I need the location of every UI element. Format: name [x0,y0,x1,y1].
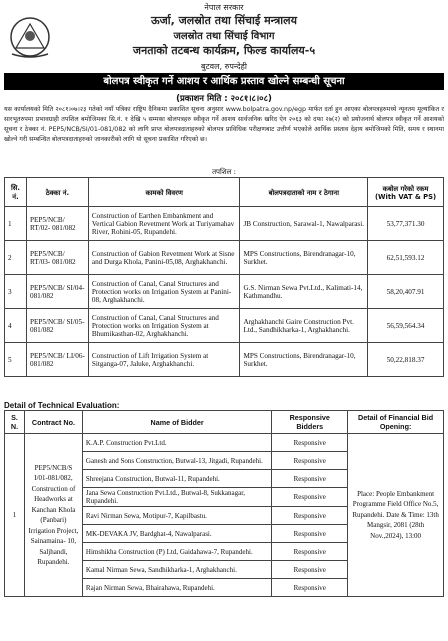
cell-bidder-name: Ganesh and Sons Construction, Butwal-13, Jitgadi, Rupandehi. [82,452,271,470]
cell-responsive: Responsive [272,434,348,452]
table-row [5,434,444,452]
col-amount: कबोल गरेको रकम (With VAT & PS) [368,178,444,207]
cell-sn: 5 [5,343,27,377]
cell-contract: PEP5/NCB/ LI/06- 081/082 [26,343,88,377]
col-financial-opening: Detail of Financial Bid Opening: [348,411,444,434]
ministry-name: ऊर्जा, जलस्रोत तथा सिंचाई मन्त्रालय [150,14,297,27]
table-row [5,207,444,241]
department-name: जलस्रोत तथा सिंचाई विभाग [173,31,275,42]
table-row [5,275,444,309]
cell-amount: 58,20,407.91 [368,275,444,309]
technical-evaluation-title: Detail of Technical Evaluation: [4,401,120,410]
cell-bidder: G.S. Nirman Sewa Pvt.Ltd., Kalimati-14, Kathmandhu. [240,275,368,309]
cell-responsive: Responsive [272,561,348,579]
table-row [5,343,444,377]
publication-date: (प्रकाशन मिति : २०८१।८।०८) [176,94,272,104]
cell-bidder: JB Construction, Sarawal-1, Nawalparasi. [240,207,368,241]
cell-description: Construction of Gabion Revetment Work at Sisne and Durga Khola, Panini-05,08, Arghakhanchi. [88,241,240,275]
cell-bidder: MPS Constructions, Birendranagar-10, Surkhet. [240,241,368,275]
table-row [5,309,444,343]
cell-description: Construction of Canal, Canal Structures and Protection works on Irrigation System at Bhumikasthan-02, Arghakhanchi. [88,309,240,343]
cell-description: Construction of Earthen Embankment and Vertical Gabion Revetment Work at Turiyamahav River, Rohini-05, Rupandehi. [88,207,240,241]
cell-bidder-name: Shreejana Construction, Butwal-11, Rupandehi. [82,470,271,488]
cell-responsive: Responsive [272,470,348,488]
cell-description: Construction of Lift Irrigation System at Sitganga-07, Jaluke, Arghakhanchi. [88,343,240,377]
cell-bidder-name: Ravi Nirman Sewa, Motipur-7, Kapilbastu. [82,507,271,525]
cell-contract: PEP5/NCB/ SI/04- 081/082 [26,275,88,309]
cell-sn: 3 [5,275,27,309]
col-description: कामको विवरण [88,178,240,207]
cell-amount: 53,77,371.30 [368,207,444,241]
cell-amount: 62,51,593.12 [368,241,444,275]
office-name: जनताको तटबन्ध कार्यक्रम, फिल्ड कार्यालय-५ [132,44,316,57]
cell-contract: PEP5/NCB/ RT/03- 081/082 [26,241,88,275]
cell-bidder-name: Himshikha Construction (P) Ltd, Gaidahawa-7, Rupandehi. [82,543,271,561]
cell-description: Construction of Canal, Canal Structures and Protection works on Irrigation System at Panini-08, Arghakhanchi. [88,275,240,309]
cell-bidder-name: MK-DEVAKA JV, Bardghat-4, Nawalparasi. [82,525,271,543]
cell-bidder: Arghakhanchi Gaire Construction Pvt. Ltd., Sandhikharka-1, Arghakhanchi. [240,309,368,343]
cell-bidder-name: Rajan Nirman Sewa, Bhairahawa, Rupandehi. [82,579,271,597]
cell-sn: 1 [5,434,25,597]
cell-bidder-name: K.A.P. Construction Pvt.Ltd. [82,434,271,452]
gov-name: नेपाल सरकार [204,3,244,12]
table-header-row [5,178,444,207]
col-bidder-name: Name of Bidder [82,411,271,434]
office-address: बुटवल, रुपन्देही [201,62,247,71]
cell-financial-opening: Place: People Embankment Programme Field Office No.5, Rupandehi. Date & Time: 13th Mangsir, 2081 (28th Nov.,2024), 13:00 [348,434,444,597]
col-sn: S. N. [5,411,25,434]
col-contract: Contract No. [24,411,82,434]
col-responsive: Responsive Bidders [272,411,348,434]
table-row [5,241,444,275]
table-header-row [5,411,444,434]
cell-sn: 1 [5,207,27,241]
cell-amount: 50,22,818.37 [368,343,444,377]
cell-amount: 56,59,564.34 [368,309,444,343]
cell-responsive: Responsive [272,525,348,543]
cell-bidder: MPS Constructions, Birendranagar-10, Surkhet. [240,343,368,377]
schedule-label: तपशिल : [212,168,236,176]
cell-responsive: Responsive [272,507,348,525]
col-contract: ठेक्का नं. [26,178,88,207]
cell-contract: PEP5/NCB/ RT/02- 081/082 [26,207,88,241]
cell-responsive: Responsive [272,543,348,561]
col-sn: सि. नं. [5,178,27,207]
cell-sn: 2 [5,241,27,275]
technical-evaluation-table [4,410,444,597]
cell-sn: 4 [5,309,27,343]
cell-responsive: Responsive [272,488,348,507]
notice-title: बोलपत्र स्वीकृत गर्ने आशय र आर्थिक प्रस्ताव खोल्ने सम्बन्धी सूचना [4,73,444,90]
cell-contract: PEP5/NCB/ SI/05- 081/082 [26,309,88,343]
cell-bidder-name: Jana Sewa Construction Pvt.Ltd., Butwal-8, Sukkanagar, Rupandehi. [82,488,271,507]
notice-body: यस कार्यालयको मिति २०८१।०७।२३ गतेको नयाँ पत्रिका राष्ट्रिय दैनिकमा प्रकाशित सूचना अनुसार www.bolpatra.gov.np/egp मार्फत दर्ता हुन आएका बोलपत्रहरुमध्ये न्यूनतम मूल्यांकित र सारभूतरुपमा प्रभावग्राही तपशिल बमोजिमका सि.नं. १ देखि ५ सम्मका बोलपत्रहरु स्वीकृत गर्ने आशय सार्वजनिक खरिद ऐन २०६३ को दफा २७(२) को प्रयोजनार्थ बोलपत्र स्वीकृत गर्ने आशयको सूचना र ठेक्का नं. PEP5/NCB/SI/01-081/082 को लागि प्राप्त बोलपत्रदाताहरुको बोलपत्र प्राविधिक परीक्षणबाट उत्तीर्ण भएकोले आर्थिक प्रस्ताव देहाय बमोजिमको मिति, समय र स्थानमा खोल्ने गरी सम्बन्धित बोलपत्रदाताहरुको जानकारीको लागि यो सूचना प्रकाशित गरिएको छ। [4,106,444,143]
cell-bidder-name: Kamal Nirman Sewa, Sandhikharka-1, Arghakhanchi. [82,561,271,579]
cell-responsive: Responsive [272,452,348,470]
cell-contract: PEP5/NCB/S I/01-081/082, Construction of Headworks at Kanchan Khola (Panbari) Irrigation Project, Sainamaina- 10, Saljhandi, Rupandehi. [24,434,82,597]
cell-responsive: Responsive [272,579,348,597]
col-bidder: बोलपत्रदाताको नाम र ठेगाना [240,178,368,207]
bid-acceptance-table [4,177,444,377]
